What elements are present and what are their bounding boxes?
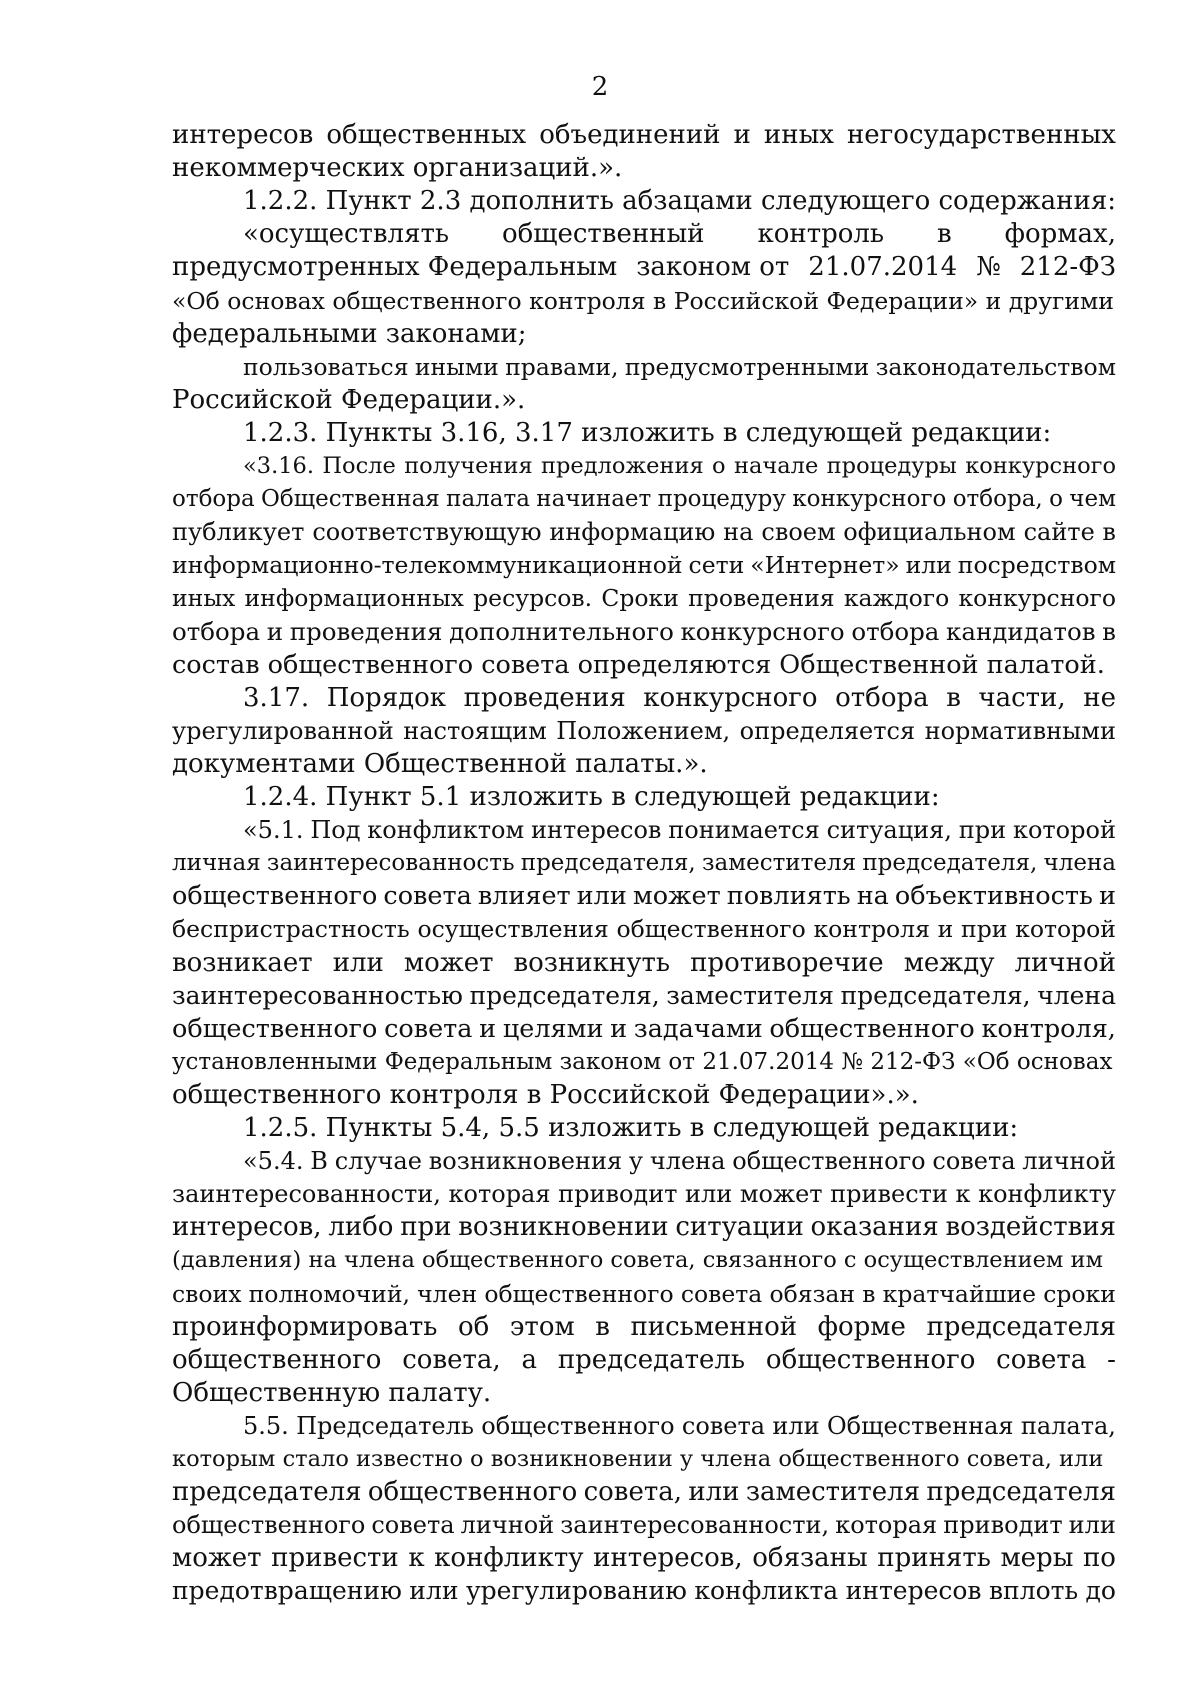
word: общественного	[732, 1147, 926, 1175]
word: отбора,	[952, 486, 1043, 512]
word: «5.4.	[243, 1147, 304, 1175]
text-line	[172, 846, 1116, 880]
text-line	[243, 350, 1116, 384]
word: чем	[1069, 486, 1116, 512]
word: «Интернет»	[750, 551, 900, 579]
word: осуществления	[417, 915, 609, 943]
word: и	[1098, 881, 1116, 911]
word: предусмотренными	[624, 353, 870, 381]
word: до	[1085, 1576, 1116, 1605]
word: №	[976, 252, 1001, 282]
word: председателя,	[862, 850, 1038, 876]
word: привести	[830, 1180, 948, 1208]
text-line	[243, 449, 1116, 483]
word: или	[688, 1477, 740, 1507]
word: совета	[680, 1280, 763, 1308]
word: может	[632, 881, 721, 911]
word: кратчайшие	[882, 1280, 1037, 1308]
text-line: Российской Федерации.».	[172, 385, 526, 415]
word: этом	[509, 1312, 575, 1342]
word: интересов,	[593, 1543, 743, 1573]
word: общественного	[616, 915, 806, 943]
word: установленными Федеральным законом от 21.07.2014 № 212-ФЗ «Об основах	[172, 1049, 1113, 1075]
word: конкурсного	[680, 617, 845, 646]
word: объективность	[894, 881, 1093, 911]
word: возникает	[172, 948, 313, 978]
word: «Об основах общественного контроля в Российской Федерации» и другими	[172, 287, 1114, 315]
word: палата	[446, 486, 530, 512]
word: противоречие	[690, 948, 884, 978]
text-line	[172, 1310, 1116, 1344]
word: в	[862, 1280, 876, 1308]
word: заинтересованностью	[172, 981, 463, 1010]
word: Председатель	[296, 1412, 474, 1440]
word: о	[1049, 486, 1063, 512]
word: конкурсного	[792, 486, 947, 512]
word: и	[733, 120, 751, 150]
word: предотвращению	[172, 1576, 402, 1605]
text-line: документами Общественной палаты.».	[172, 749, 708, 779]
text-line	[172, 581, 1116, 615]
word: член	[417, 1280, 478, 1308]
word: при	[961, 915, 1008, 943]
word: своих	[172, 1280, 242, 1308]
word: понимается	[668, 816, 820, 844]
word: заместителя	[666, 981, 834, 1010]
word: отбора	[835, 683, 929, 713]
word: начале	[733, 453, 819, 479]
word: своем официальном	[761, 518, 1016, 546]
word: общественного	[367, 1477, 578, 1507]
word: заинтересованности,	[560, 1511, 830, 1539]
word: или	[1068, 1511, 1116, 1539]
word: заместителя	[745, 1477, 921, 1507]
word: ресурсов.	[473, 584, 593, 612]
word: каждого	[843, 584, 950, 612]
word: общественного	[172, 1511, 366, 1539]
word: 5.5.	[243, 1412, 289, 1440]
word: «осуществлять	[243, 219, 450, 249]
word: проведения	[289, 617, 443, 646]
word: конфликта	[694, 1576, 839, 1605]
word: отбора	[172, 617, 261, 646]
word: иных	[763, 120, 834, 150]
word: -	[1107, 1345, 1116, 1375]
word: определяется	[739, 717, 916, 745]
word: возникновения	[428, 1147, 623, 1175]
word: публикует	[172, 518, 305, 546]
word: об	[458, 1312, 490, 1342]
word: «5.1.	[243, 816, 304, 844]
word: пользоваться	[243, 353, 409, 381]
word: в	[937, 219, 952, 249]
word: конкурсного	[958, 584, 1116, 612]
word: случае	[334, 1147, 422, 1175]
word: или	[576, 881, 627, 911]
text-line	[172, 1475, 1116, 1509]
word: «3.16.	[243, 453, 315, 479]
word: привести	[271, 1543, 399, 1573]
word: проинформировать	[172, 1312, 438, 1342]
word: общественного	[769, 1014, 975, 1044]
word: В	[310, 1147, 328, 1175]
word: беспристрастность	[172, 915, 410, 943]
word: общественный	[502, 219, 705, 249]
word: кандидатов	[946, 617, 1096, 646]
word: целями	[502, 1014, 604, 1044]
word: или	[772, 1412, 820, 1440]
word: Под	[310, 816, 361, 844]
text-line	[172, 1277, 1116, 1311]
word: совета	[383, 881, 472, 911]
word: сроки	[1043, 1280, 1116, 1308]
word: меры	[1000, 1543, 1074, 1573]
text-line: состав общественного совета определяются Общественной палатой.	[172, 650, 1105, 680]
text-line: 1.2.5. Пункты 5.4, 5.5 изложить в следующей редакции:	[243, 1113, 1019, 1143]
text-line: общественного контроля в Российской Федерации».».	[172, 1080, 919, 1110]
word: форме	[817, 1312, 906, 1342]
word: общественных	[326, 120, 527, 150]
text-line	[172, 912, 1116, 946]
word: законодательством	[875, 353, 1116, 381]
word: контроля,	[981, 1014, 1116, 1044]
word: общественного	[172, 881, 378, 911]
word: заинтересованность	[266, 850, 515, 876]
word: председателя,	[520, 850, 696, 876]
word: После	[322, 453, 396, 479]
word: Положением,	[556, 717, 731, 745]
word: обязаны	[752, 1543, 868, 1573]
word: общественного	[172, 1345, 382, 1375]
text-line	[172, 1243, 1116, 1277]
word: может	[739, 1180, 823, 1208]
word: общественного	[765, 1345, 976, 1375]
word: личной	[460, 1511, 555, 1539]
word: в	[595, 1312, 610, 1342]
word: которым стало известно о возникновении у члена общественного совета, или	[172, 1446, 1104, 1472]
word: соответствующую	[312, 518, 542, 546]
word: обязан	[769, 1280, 856, 1308]
word: о	[712, 453, 726, 479]
text-line	[172, 1210, 1116, 1244]
word: а	[521, 1345, 537, 1375]
word: к	[408, 1543, 425, 1573]
word: ситуация,	[826, 816, 952, 844]
word: конфликту	[434, 1543, 584, 1573]
word: настоящим	[403, 717, 547, 745]
word: председателя,	[469, 981, 660, 1010]
word: интересов	[531, 816, 662, 844]
word: либо	[328, 1212, 394, 1242]
word: палата,	[1020, 1412, 1116, 1440]
word: и	[610, 1014, 628, 1044]
word: интересов	[172, 120, 314, 150]
text-line	[172, 1508, 1116, 1542]
word: возникнуть	[513, 948, 671, 978]
word: которая	[448, 1180, 551, 1208]
text-line: некоммерческих организаций.».	[172, 153, 623, 183]
word: совета	[932, 1147, 1016, 1175]
text-line	[172, 548, 1116, 582]
word: Порядок	[326, 683, 447, 713]
word: к	[955, 1180, 971, 1208]
word: правами,	[505, 353, 619, 381]
word: оказания	[810, 1212, 939, 1242]
word: председателя	[172, 1477, 362, 1507]
text-line: Общественную палату.	[172, 1378, 492, 1408]
text-line	[172, 946, 1116, 980]
text-line: 1.2.2. Пункт 2.3 дополнить абзацами следующего содержания:	[243, 186, 1116, 216]
word: председателя	[926, 1312, 1116, 1342]
text-line	[172, 979, 1116, 1013]
text-line	[172, 615, 1116, 649]
word: или	[332, 948, 384, 978]
word: общественного	[481, 1412, 675, 1440]
word: конфликтом	[367, 816, 525, 844]
text-line	[243, 1144, 1116, 1178]
word: отбора	[172, 486, 255, 512]
word: общественного	[484, 1280, 674, 1308]
word: конфликту	[978, 1180, 1116, 1208]
word: и	[937, 915, 954, 943]
word: сети	[688, 551, 745, 579]
word: объединений	[539, 120, 721, 150]
word: предусмотренных Федеральным	[172, 252, 618, 282]
word: в	[946, 683, 961, 713]
word: (давления) на члена общественного совета, связанного с осуществлением им	[172, 1247, 1104, 1273]
word: информационных	[244, 584, 464, 612]
word: ситуации	[675, 1212, 804, 1242]
word: процедуру	[657, 486, 786, 512]
word: дополнительного	[449, 617, 674, 646]
word: совета,	[402, 1345, 501, 1375]
word: проведения	[463, 683, 626, 713]
text-line	[172, 1541, 1116, 1575]
word: которой	[1012, 816, 1116, 844]
word: вплоть	[988, 1576, 1079, 1605]
word: 3.17.	[243, 683, 310, 713]
word: может	[172, 1543, 262, 1573]
word: письменной	[630, 1312, 798, 1342]
text-line	[172, 879, 1116, 913]
word: председателя	[926, 1477, 1116, 1507]
word: информацию	[549, 518, 716, 546]
word: получения	[404, 453, 533, 479]
word: между	[903, 948, 995, 978]
word: на	[856, 881, 889, 911]
word: Общественная	[827, 1412, 1014, 1440]
word: задачами	[633, 1014, 763, 1044]
word: совета	[384, 1014, 473, 1044]
word: 212-ФЗ	[1019, 252, 1116, 282]
word: личной	[1014, 948, 1116, 978]
word: начинает	[536, 486, 652, 512]
word: или	[905, 551, 952, 579]
text-line	[172, 1045, 1116, 1079]
word: негосударственных	[846, 120, 1116, 150]
word: председателя,	[840, 981, 1031, 1010]
text-line: 1.2.4. Пункт 5.1 изложить в следующей редакции:	[243, 782, 940, 812]
text-line	[172, 1343, 1116, 1377]
word: Сроки	[601, 584, 679, 612]
word: процедуры	[826, 453, 957, 479]
word: интересов,	[172, 1212, 322, 1242]
word: законом от	[636, 252, 790, 282]
word: части,	[978, 683, 1066, 713]
word: контроля	[813, 915, 930, 943]
word: формах,	[1004, 219, 1116, 249]
word: совета	[681, 1412, 766, 1440]
word: повлиять	[726, 881, 851, 911]
word: принять	[877, 1543, 991, 1573]
word: которая	[835, 1511, 938, 1539]
text-line	[172, 118, 1116, 152]
word: и	[266, 617, 284, 646]
word: совета,	[583, 1477, 682, 1507]
word: приводит	[558, 1180, 678, 1208]
word: по	[1082, 1543, 1116, 1573]
text-line	[243, 813, 1116, 847]
word: или	[685, 1180, 733, 1208]
word: нормативными	[924, 717, 1116, 745]
word: сайте в	[1023, 518, 1116, 546]
word: отбора	[851, 617, 940, 646]
page-number: 2	[591, 72, 609, 102]
word: конкурсного	[965, 453, 1116, 479]
text-line	[172, 284, 1116, 318]
text-line: федеральными законами;	[172, 319, 527, 349]
word: возникновении	[458, 1212, 669, 1242]
word: контроль	[757, 219, 885, 249]
word: иных	[172, 584, 236, 612]
word: которой	[1015, 915, 1116, 943]
word: или	[409, 1576, 459, 1605]
word: проведения	[688, 584, 835, 612]
word: совета	[996, 1345, 1087, 1375]
text-line	[172, 1177, 1116, 1211]
word: члена	[649, 1147, 726, 1175]
word: информационно-телекоммуникационной	[172, 551, 683, 579]
text-line	[243, 681, 1116, 715]
word: интересов	[845, 1576, 982, 1605]
word: при	[958, 816, 1007, 844]
word: воздействия	[945, 1212, 1116, 1242]
word: может	[403, 948, 494, 978]
text-line	[172, 482, 1116, 516]
word: личная	[172, 850, 261, 876]
word: председатель	[557, 1345, 746, 1375]
word: при	[400, 1212, 452, 1242]
text-line	[172, 515, 1116, 549]
word: урегулированию	[465, 1576, 687, 1605]
word: полномочий,	[248, 1280, 410, 1308]
word: урегулированной	[172, 717, 394, 745]
text-line	[243, 217, 1116, 251]
word: у	[628, 1147, 644, 1175]
text-line	[172, 250, 1116, 284]
word: конкурсного	[643, 683, 818, 713]
text-line	[243, 1409, 1116, 1443]
word: предложения	[541, 453, 704, 479]
word: иными	[414, 353, 499, 381]
word: заинтересованности,	[172, 1180, 441, 1208]
word: приводит	[943, 1511, 1063, 1539]
word: общественного	[172, 1014, 378, 1044]
word: заместителя	[701, 850, 857, 876]
text-line	[172, 714, 1116, 748]
word: не	[1083, 683, 1116, 713]
word: в	[1102, 617, 1116, 646]
word: 21.07.2014	[808, 252, 958, 282]
word: и	[479, 1014, 497, 1044]
word: члена	[1037, 981, 1116, 1010]
text-line	[172, 1574, 1116, 1608]
text-line	[172, 1442, 1116, 1476]
word: члена	[1043, 850, 1116, 876]
word: влияет	[477, 881, 571, 911]
word: на	[723, 518, 754, 546]
word: Общественная	[261, 486, 440, 512]
text-line	[172, 1012, 1116, 1046]
text-line: 1.2.3. Пункты 3.16, 3.17 изложить в следующей редакции:	[243, 418, 1052, 448]
word: посредством	[957, 551, 1116, 579]
word: совета	[371, 1511, 455, 1539]
word: личной	[1022, 1147, 1116, 1175]
